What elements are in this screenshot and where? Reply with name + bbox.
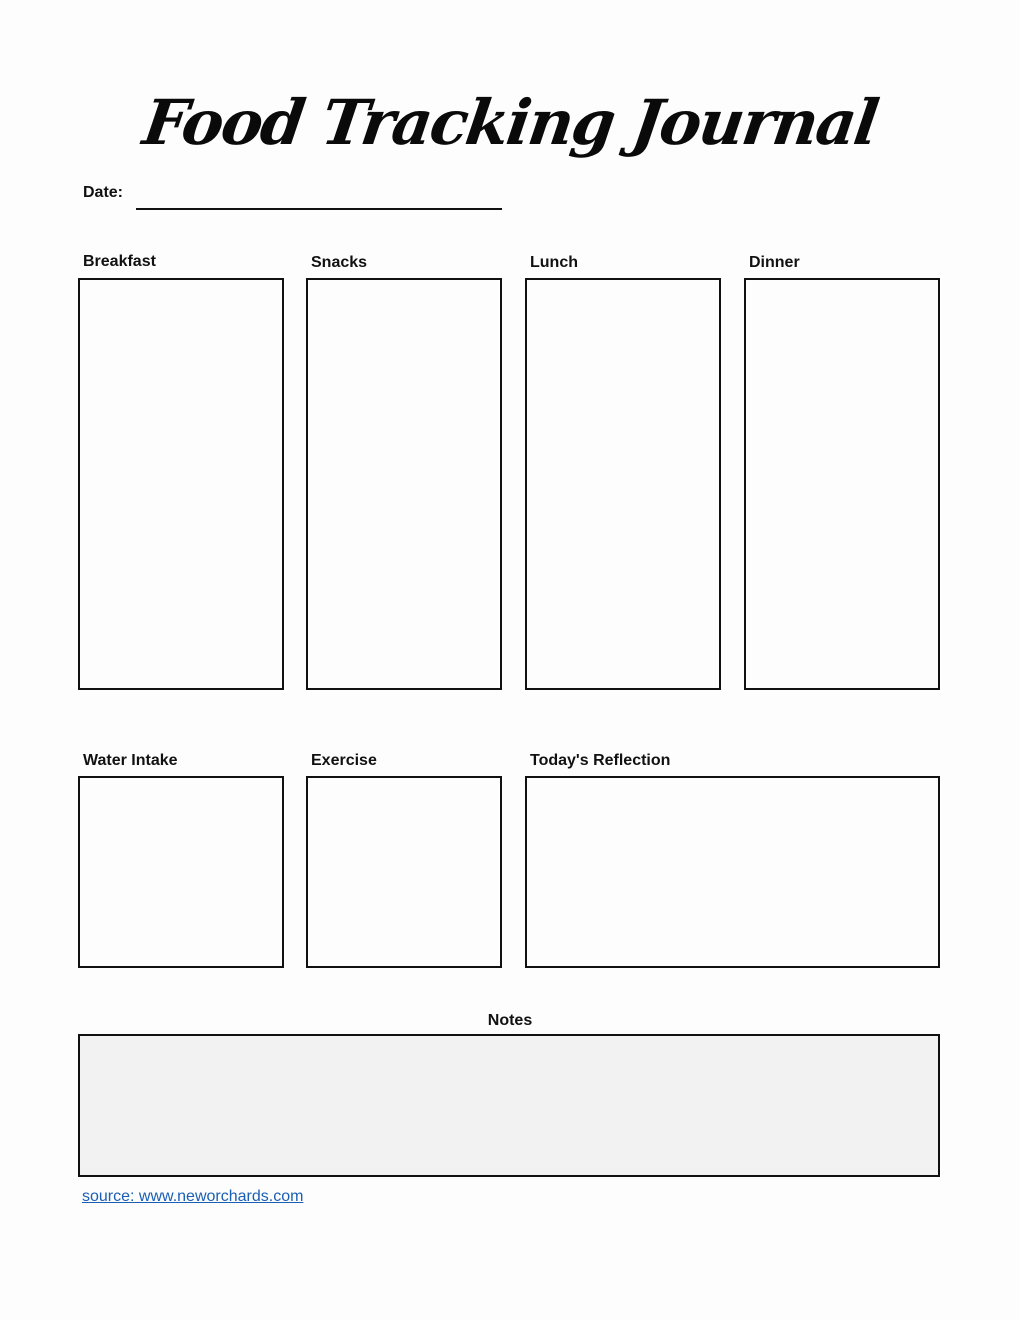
date-field-line[interactable] xyxy=(136,208,502,210)
breakfast-box[interactable] xyxy=(78,278,284,690)
notes-label: Notes xyxy=(487,1012,533,1029)
snacks-box[interactable] xyxy=(306,278,502,690)
water-intake-label: Water Intake xyxy=(83,752,178,769)
lunch-box[interactable] xyxy=(525,278,721,690)
breakfast-label: Breakfast xyxy=(83,253,156,270)
lunch-label: Lunch xyxy=(530,254,578,271)
reflection-label: Today's Reflection xyxy=(530,752,671,769)
exercise-box[interactable] xyxy=(306,776,502,968)
date-label: Date: xyxy=(83,184,124,201)
page-title: Food Tracking Journal xyxy=(138,86,882,159)
source-link[interactable]: source: www.neworchards.com xyxy=(82,1188,304,1205)
dinner-label: Dinner xyxy=(749,254,800,271)
exercise-label: Exercise xyxy=(311,752,377,769)
dinner-box[interactable] xyxy=(744,278,940,690)
water-intake-box[interactable] xyxy=(78,776,284,968)
notes-box[interactable] xyxy=(78,1034,940,1177)
snacks-label: Snacks xyxy=(311,254,368,271)
reflection-box[interactable] xyxy=(525,776,940,968)
